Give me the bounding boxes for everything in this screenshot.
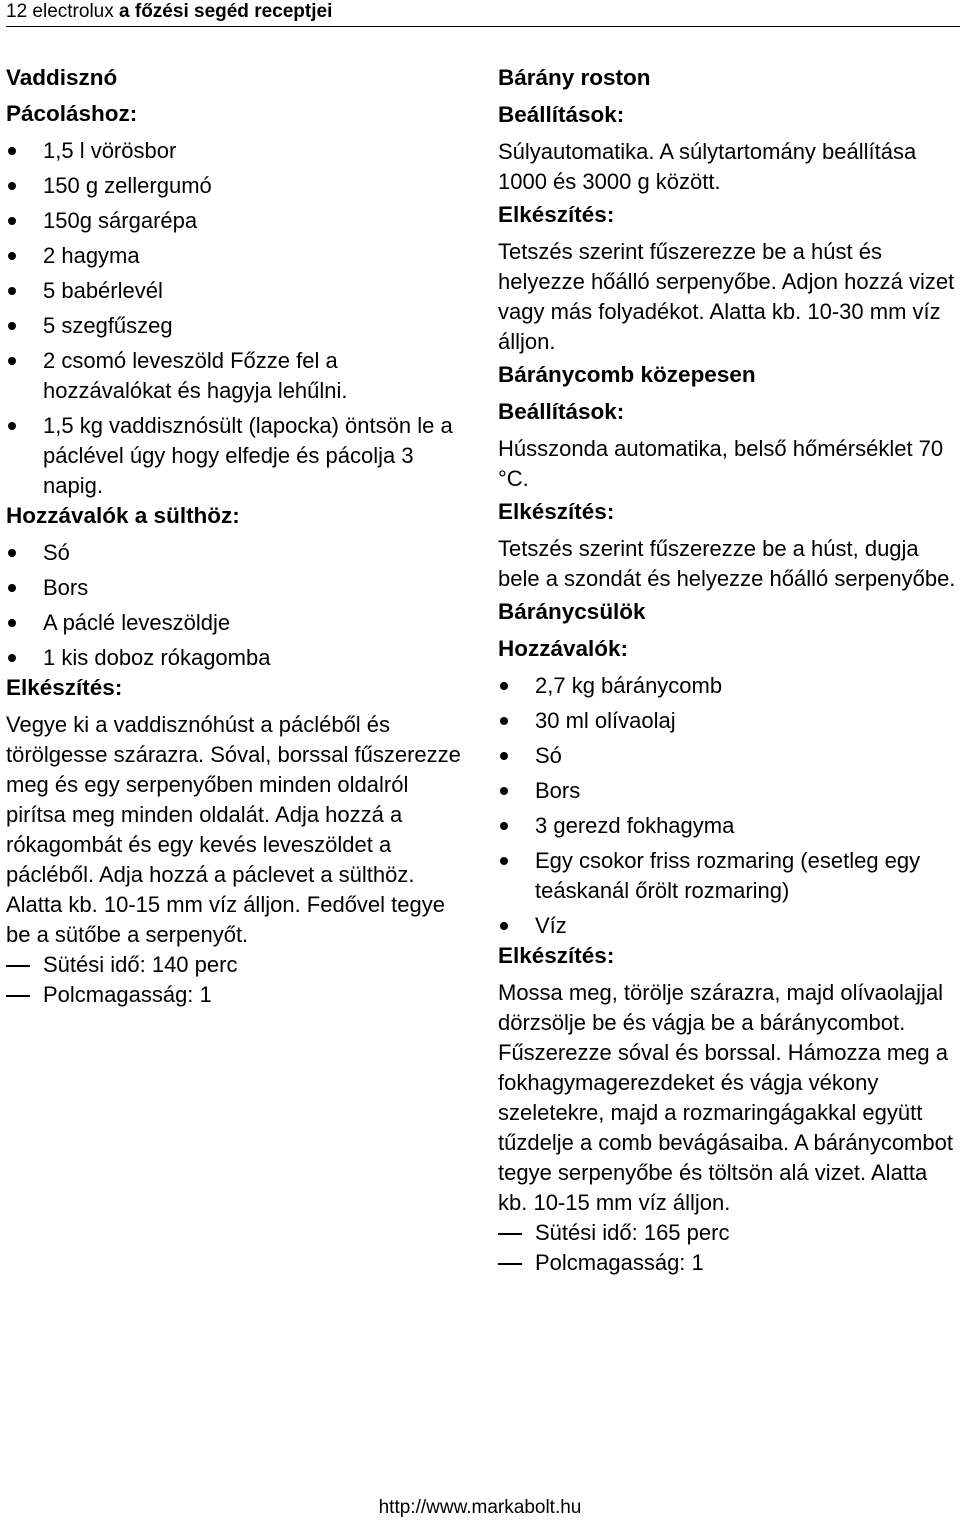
section-title: a főzési segéd receptjei bbox=[119, 1, 333, 22]
baking-time: Sütési idő: 165 perc bbox=[498, 1218, 956, 1248]
list-item: Bors bbox=[6, 573, 468, 603]
list-item: 5 babérlevél bbox=[6, 276, 468, 306]
preparation-heading: Elkészítés: bbox=[498, 202, 615, 227]
list-item: 1,5 kg vaddisznósült (lapocka) öntsön le a páclével úgy hogy elfedje és pácolja 3 napig. bbox=[6, 411, 468, 501]
recipe-title: Bárány roston bbox=[498, 65, 651, 90]
list-item: 3 gerezd fokhagyma bbox=[498, 811, 956, 841]
preparation-text: Mossa meg, törölje szárazra, majd olívaolajjal dörzsölje be és vágja be a báránycombot. Fűszerezze sóval és borssal. Hámozza meg a fokhagymagerezdeket és vágja vékony szeletekre, majd a rozmaringágakkal együtt tűzdelje a comb bevágásaiba. A báránycombot tegye serpenyőbe és töltsön alá vizet. Alatta kb. 10-15 mm víz álljon. bbox=[498, 980, 953, 1215]
settings-heading: Beállítások: bbox=[498, 399, 625, 424]
preparation-text: Tetszés szerint fűszerezze be a húst, dugja bele a szondát és helyezze hőálló serpenyőbe. bbox=[498, 536, 956, 591]
cooking-params bbox=[498, 1218, 956, 1278]
ingredients-heading: Hozzávalók: bbox=[498, 636, 629, 661]
right-column bbox=[498, 60, 956, 1278]
list-item: Só bbox=[6, 538, 468, 568]
preparation-heading: Elkészítés: bbox=[498, 499, 615, 524]
baking-time: Sütési idő: 140 perc bbox=[6, 950, 468, 980]
recipe-title: Báránycomb közepesen bbox=[498, 362, 756, 387]
list-item: 2 csomó leveszöld Főzze fel a hozzávalókat és hagyja lehűlni. bbox=[6, 346, 468, 406]
footer-url: http://www.markabolt.hu bbox=[378, 1497, 582, 1518]
settings-heading: Beállítások: bbox=[498, 102, 625, 127]
list-item: 30 ml olívaolaj bbox=[498, 706, 956, 736]
shelf-level: Polcmagasság: 1 bbox=[498, 1248, 956, 1278]
list-item: Bors bbox=[498, 776, 956, 806]
list-item: A páclé leveszöldje bbox=[6, 608, 468, 638]
list-item: 1 kis doboz rókagomba bbox=[6, 643, 468, 673]
list-item: Só bbox=[498, 741, 956, 771]
preparation-heading: Elkészítés: bbox=[498, 943, 615, 968]
cooking-params bbox=[6, 950, 468, 1010]
list-item: 150 g zellergumó bbox=[6, 171, 468, 201]
marinade-heading: Pácoláshoz: bbox=[6, 101, 138, 126]
settings-text: Súlyautomatika. A súlytartomány beállítása 1000 és 3000 g között. bbox=[498, 139, 917, 194]
page-header bbox=[6, 0, 960, 27]
left-column bbox=[6, 60, 468, 1010]
page-number: 12 bbox=[6, 1, 28, 22]
list-item: 1,5 l vörösbor bbox=[6, 136, 468, 166]
list-item: 5 szegfűszeg bbox=[6, 311, 468, 341]
roast-ingredients-heading: Hozzávalók a sülthöz: bbox=[6, 503, 240, 528]
list-item: 2 hagyma bbox=[6, 241, 468, 271]
shelf-level: Polcmagasság: 1 bbox=[6, 980, 468, 1010]
recipe-title: Vaddisznó bbox=[6, 65, 118, 90]
list-item: Egy csokor friss rozmaring (esetleg egy teáskanál őrölt rozmaring) bbox=[498, 846, 956, 906]
preparation-text: Vegye ki a vaddisznóhúst a pácléből és törölgesse szárazra. Sóval, borssal fűszerezze meg és egy serpenyőben minden oldalról pirítsa meg minden oldalát. Adja hozzá a rókagombát és egy kevés leveszöldet a pácléből. Adja hozzá a páclevet a sülthöz. Alatta kb. 10-15 mm víz álljon. Fedővel tegye be a sütőbe a serpenyőt. bbox=[6, 712, 461, 947]
recipe-title: Báránycsülök bbox=[498, 599, 646, 624]
list-item: Víz bbox=[498, 911, 956, 941]
brand-name: electrolux bbox=[32, 1, 114, 22]
preparation-text: Tetszés szerint fűszerezze be a húst és helyezze hőálló serpenyőbe. Adjon hozzá vizet vagy más folyadékot. Alatta kb. 10-30 mm víz álljon. bbox=[498, 239, 955, 354]
roast-ingredients-list bbox=[6, 538, 468, 673]
settings-text: Hússzonda automatika, belső hőmérséklet 70 °C. bbox=[498, 436, 944, 491]
ingredients-list bbox=[498, 671, 956, 941]
list-item: 2,7 kg báránycomb bbox=[498, 671, 956, 701]
list-item: 150g sárgarépa bbox=[6, 206, 468, 236]
marinade-list bbox=[6, 136, 468, 501]
preparation-heading: Elkészítés: bbox=[6, 675, 123, 700]
